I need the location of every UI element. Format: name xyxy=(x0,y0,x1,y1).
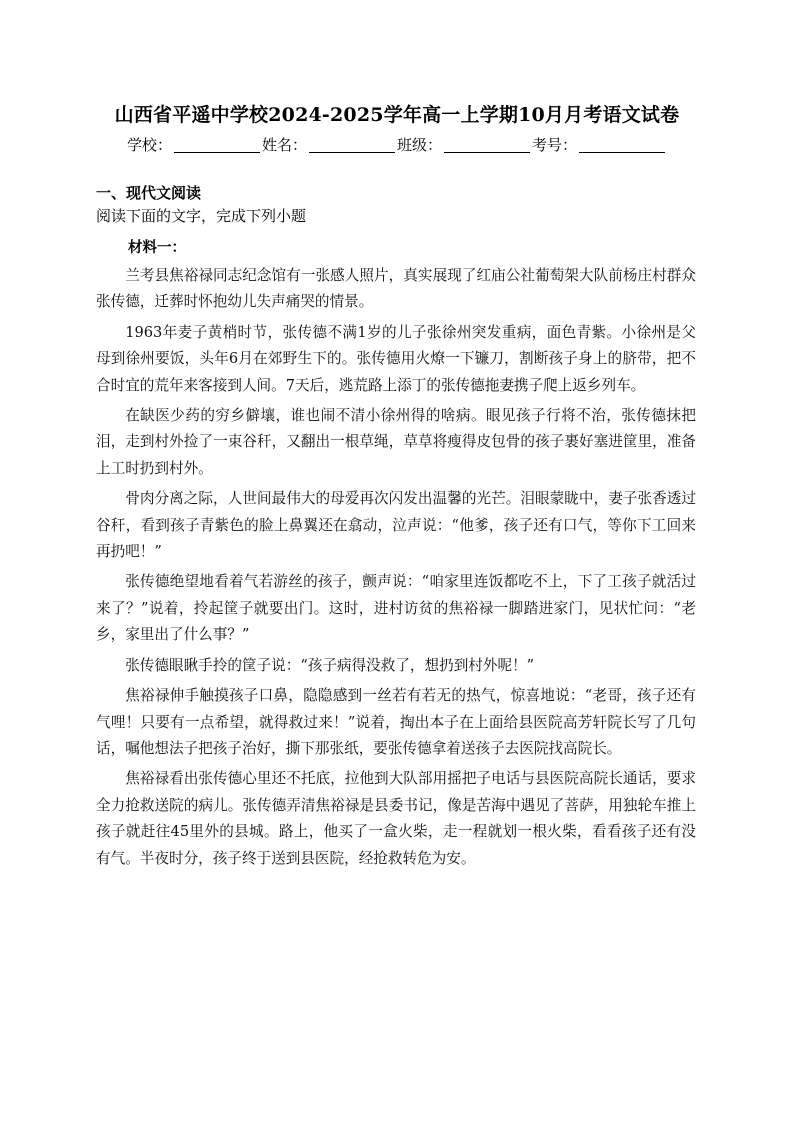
number-blank[interactable] xyxy=(579,138,665,153)
section-instruction: 阅读下面的文字，完成下列小题 xyxy=(96,207,307,225)
paragraph: 焦裕禄伸手触摸孩子口鼻，隐隐感到一丝若有若无的热气，惊喜地说：“老哥，孩子还有气哩！只要有一点希望，就得救过来！”说着，掏出本子在上面给县医院高芳轩院长写了几句话，嘱他想法子把孩子治好，撕下那张纸，要张传德拿着送孩子去医院找高院长。 xyxy=(96,687,696,757)
paragraph: 1963年麦子黄梢时节，张传德不满1岁的儿子张徐州突发重病，面色青紫。小徐州是父母到徐州要饭，头年6月在郊野生下的。张传德用火燎一下镰刀，割断孩子身上的脐带，把不合时宜的荒年来客接到人间。7天后，逃荒路上添丁的张传德拖妻携子爬上返乡列车。 xyxy=(96,323,696,394)
paragraph: 张传德绝望地看着气若游丝的孩子，颤声说：“咱家里连饭都吃不上，下了工孩子就活过来了？”说着，拎起筐子就要出门。这时，进村访贫的焦裕禄一脚踏进家门，见状忙问：“老乡，家里出了什么事？” xyxy=(96,573,696,644)
name-label: 姓名： xyxy=(261,136,307,154)
number-label: 考号： xyxy=(532,136,578,154)
section-heading: 一、现代文阅读 xyxy=(96,184,202,202)
class-blank[interactable] xyxy=(444,138,530,153)
paragraph: 张传德眼瞅手拎的筐子说：“孩子病得没救了，想扔到村外呢！” xyxy=(125,656,535,674)
class-label: 班级： xyxy=(397,136,443,154)
material-label: 材料一： xyxy=(128,239,186,256)
school-label: 学校： xyxy=(126,136,172,154)
paragraph: 兰考县焦裕禄同志纪念馆有一张感人照片，真实展现了红庙公社葡萄架大队前杨庄村群众张传德，迁葬时怀抱幼儿失声痛哭的情景。 xyxy=(96,267,696,311)
reading-passage xyxy=(96,263,696,876)
student-info-line xyxy=(0,134,794,155)
page-title: 山西省平遥中学校2024-2025学年高一上学期10月月考语文试卷 xyxy=(114,104,680,126)
paragraph: 焦裕禄看出张传德心里还不托底，拉他到大队部用摇把子电话与县医院高院长通话，要求全力抢救送院的病儿。张传德弄清焦裕禄是县委书记，像是苦海中遇见了菩萨，用独轮车推上孩子就赶往45里外的县城。路上，他买了一盒火柴，走一程就划一根火柴，看看孩子还有没有气。半夜时分，孩子终于送到县医院，经抢救转危为安。 xyxy=(96,770,696,867)
paragraph: 骨肉分离之际，人世间最伟大的母爱再次闪发出温馨的光芒。泪眼蒙眬中，妻子张香透过谷秆，看到孩子青紫色的脸上鼻翼还在翕动，泣声说：“他爹，孩子还有口气，等你下工回来再扔吧！” xyxy=(96,490,696,561)
paragraph: 在缺医少药的穷乡僻壤，谁也闹不清小徐州得的啥病。眼见孩子行将不治，张传德抹把泪，走到村外捡了一束谷秆，又翻出一根草绳，草草将瘦得皮包骨的孩子裹好塞进筐里，准备上工时扔到村外。 xyxy=(96,407,696,477)
school-blank[interactable] xyxy=(174,138,260,153)
name-blank[interactable] xyxy=(309,138,395,153)
